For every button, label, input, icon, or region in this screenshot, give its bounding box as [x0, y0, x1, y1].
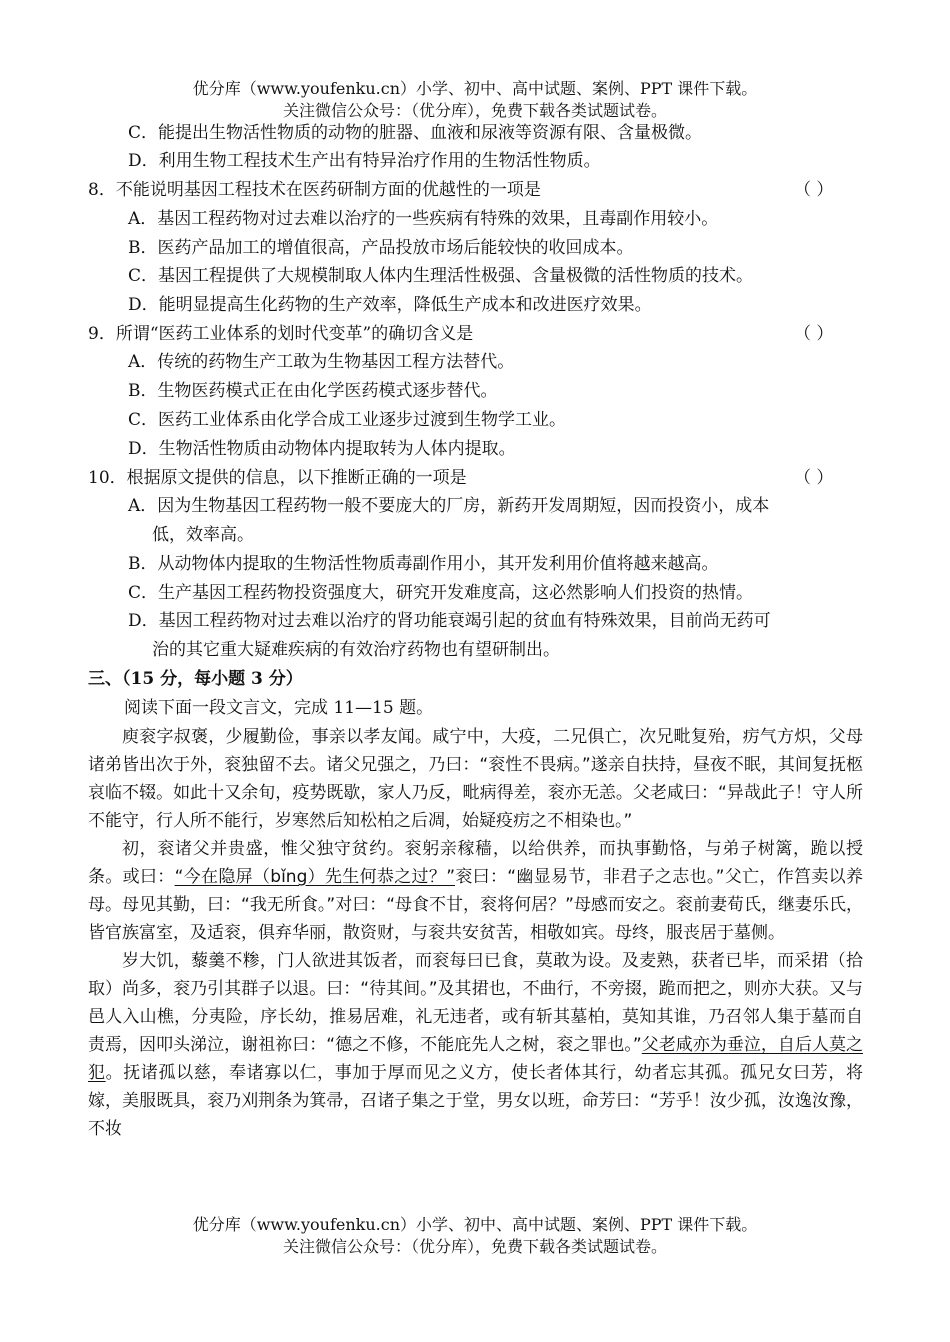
q8-option-b: B．医药产品加工的增值很高，产品投放市场后能较快的收回成本。: [128, 238, 634, 258]
q9-option-b: B．生物医药模式正在由化学医药模式逐步替代。: [128, 381, 498, 401]
header-line-2: 关注微信公众号：（优分库），免费下载各类试题试卷。: [282, 101, 667, 120]
q9-option-c: C．医药工业体系由化学合成工业逐步过渡到生物学工业。: [128, 410, 567, 430]
passage-text: 。抚诸孤以慈，奉诸寡以仁，事加于厚而见之义方，使长者体其行，幼者忘其孤。孤兄女曰芳，将嫁，美服既具，衮乃刈荆条为箕帚，召诸子集之于堂，男女以班，命芳曰：“芳乎！汝少孤，汝逸汝豫，不妆: [88, 1063, 864, 1139]
passage: [88, 723, 863, 1143]
section-3-title: 三、（15 分，每小题 3 分）: [88, 669, 303, 689]
q10-option-c: C．生产基因工程药物投资强度大，研究开发难度高，这必然影响人们投资的热情。: [128, 583, 754, 603]
footer-line-1: 优分库（www.youfenku.cn）小学、初中、高中试题、案例、PPT 课件下载。: [192, 1215, 758, 1234]
passage-text: 初，衮诸父并贵盛，惟父独守贫约。衮躬亲稼穑，以给供养，而执事勤恪，与弟子树篱，跪以授条。或曰：: [88, 839, 863, 887]
answer-blank-8: （ ）: [794, 180, 834, 200]
question-8-stem: 8．不能说明基因工程技术在医药研制方面的优越性的一项是: [88, 180, 541, 200]
q10-option-a: A．因为生物基因工程药物一般不要庞大的厂房，新药开发周期短，因而投资小，成本: [128, 496, 770, 516]
q8-option-a: A．基因工程药物对过去难以治疗的一些疾病有特殊的效果，且毒副作用较小。: [128, 209, 719, 229]
underlined-sentence: “今在隐屏（bǐng）先生何恭之过？”: [174, 867, 455, 887]
passage-paragraph-3: [88, 947, 863, 1143]
answer-blank-10: （ ）: [794, 468, 834, 488]
answer-blank-9: （ ）: [794, 324, 834, 344]
header-line-1: 优分库（www.youfenku.cn）小学、初中、高中试题、案例、PPT 课件下载。: [192, 79, 758, 98]
question-10-stem: 10．根据原文提供的信息，以下推断正确的一项是: [88, 468, 467, 488]
passage-text: 衮曰：“幽显易节，非君子之志也。”父亡，作筥卖以养母。母见其勤，曰：“我无所食。”对曰：“母食不甘，衮将何居？”母感而安之。衮前妻荀氏，继妻乐氏，皆官族富室，及适衮，俱弃华丽，散资财，与衮共安贫苦，相敬如宾。母终，服丧居于墓侧。: [88, 867, 863, 943]
q10-option-d-continued: 治的其它重大疑难疾病的有效治疗药物也有望研制出。: [152, 640, 560, 660]
q10-option-a-continued: 低，效率高。: [152, 525, 254, 545]
passage-paragraph-2: [88, 835, 863, 947]
passage-paragraph-1: 庾衮字叔褒，少履勤俭，事亲以孝友闻。咸宁中，大疫，二兄俱亡，次兄毗复殆，疠气方炽，父母诸弟皆出次于外，衮独留不去。诸父兄强之，乃曰：“衮性不畏病。”遂亲自扶持，昼夜不眠，其间复抚柩哀临不辍。如此十又余旬，疫势既歇，家人乃反，毗病得差，衮亦无恙。父老咸曰：“异哉此子！守人所不能守，行人所不能行，岁寒然后知松柏之后凋，始疑疫疠之不相染也。”: [88, 727, 863, 831]
q9-option-a: A．传统的药物生产工敢为生物基因工程方法替代。: [128, 352, 515, 372]
q10-option-d: D．基因工程药物对过去难以治疗的肾功能衰竭引起的贫血有特殊效果，目前尚无药可: [128, 611, 771, 631]
passage-text: 岁大饥，藜羹不糁，门人欲进其饭者，而衮每曰已食，莫敢为设。及麦熟，获者已毕，而采捃（拾取）尚多，衮乃引其群子以退。曰：“待其间。”及其捃也，不曲行，不旁掇，跪而把之，则亦大获。又与邑人入山樵，分夷险，序长幼，推易居难，礼无违者，或有斩其墓柏，莫知其谁，乃召邻人集于墓而自责焉，因叩头涕泣，谢祖祢曰：“德之不修，不能庇先人之树，衮之罪也。”: [88, 951, 863, 1055]
q9-option-d: D．生物活性物质由动物体内提取转为人体内提取。: [128, 439, 516, 459]
prev-option-d: D．利用生物工程技术生产出有特异治疗作用的生物活性物质。: [128, 151, 601, 171]
question-9-stem: 9．所谓“医药工业体系的划时代变革”的确切含义是: [88, 324, 474, 344]
q10-option-b: B．从动物体内提取的生物活性物质毒副作用小，其开发利用价值将越来越高。: [128, 554, 719, 574]
section-3-instructions: 阅读下面一段文言文，完成 11—15 题。: [124, 698, 434, 718]
footer-line-2: 关注微信公众号：（优分库），免费下载各类试题试卷。: [282, 1237, 667, 1256]
prev-option-c: C．能提出生物活性物质的动物的脏器、血液和尿液等资源有限、含量极微。: [128, 123, 703, 143]
underlined-sentence: 父老咸亦为垂泣，自后人莫之犯: [88, 1035, 863, 1083]
q8-option-d: D．能明显提高生化药物的生产效率，降低生产成本和改进医疗效果。: [128, 295, 652, 315]
q8-option-c: C．基因工程提供了大规模制取人体内生理活性极强、含量极微的活性物质的技术。: [128, 266, 754, 286]
